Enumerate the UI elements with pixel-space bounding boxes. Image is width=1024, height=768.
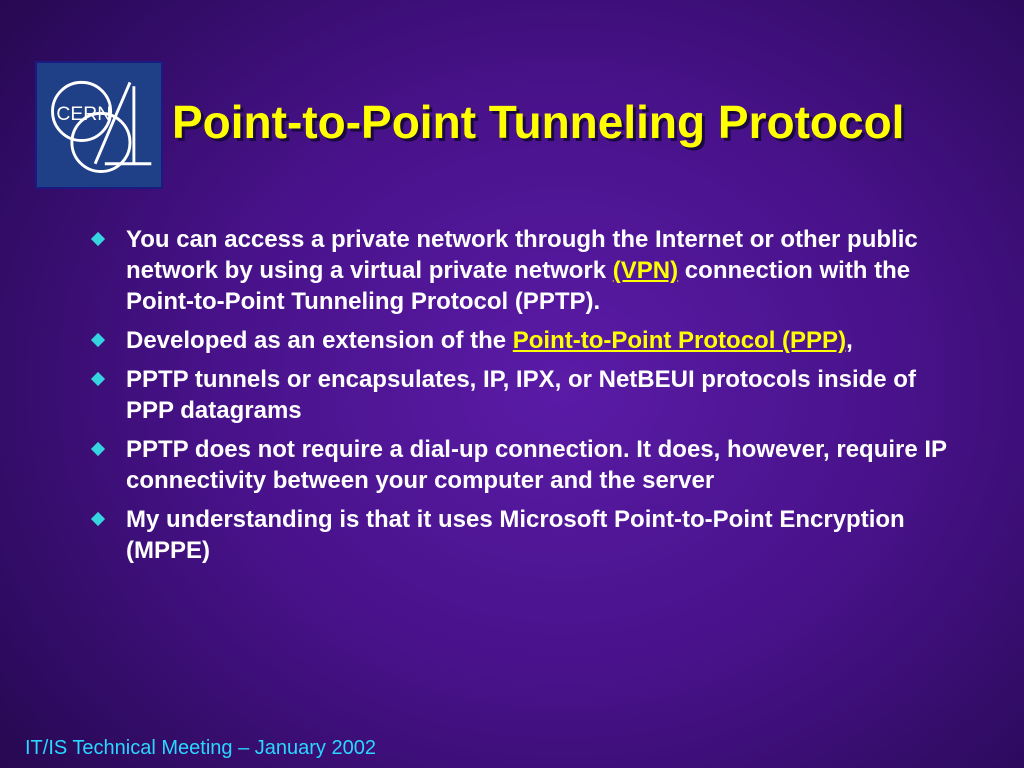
bullet-item <box>84 364 954 426</box>
cern-logo <box>35 61 163 189</box>
bullet-item <box>84 504 954 566</box>
bullet-text: My understanding is that it uses Microsoft Point-to-Point Encryption (MPPE) <box>126 506 905 564</box>
slide-footer: IT/IS Technical Meeting – January 2002 <box>25 737 376 759</box>
bullet-text: Developed as an extension of the <box>126 327 513 354</box>
bullet-item <box>84 434 954 496</box>
bullet-text: PPTP tunnels or encapsulates, IP, IPX, or NetBEUI protocols inside of PPP datagrams <box>126 366 916 424</box>
diamond-bullet-icon <box>91 333 105 347</box>
diamond-bullet-icon <box>91 232 105 246</box>
bullet-text: PPTP does not require a dial-up connection. It does, however, require IP connectivity between your computer and the server <box>126 436 947 494</box>
bullet-list <box>84 224 954 574</box>
bullet-text: You can access a private network through the Internet or other public network by using a virtual private network <box>126 226 918 284</box>
diamond-bullet-icon <box>91 372 105 386</box>
cern-logo-icon <box>37 63 161 187</box>
vpn-link[interactable]: (VPN) <box>612 257 679 284</box>
diamond-bullet-icon <box>91 512 105 526</box>
bullet-text: connection with the Point-to-Point Tunneling Protocol (PPTP). <box>126 257 911 315</box>
cern-logo-text: CERN <box>56 103 112 126</box>
ppp-link[interactable]: Point-to-Point Protocol (PPP) <box>512 327 847 354</box>
bullet-item <box>84 325 954 356</box>
slide-title: Point-to-Point Tunneling Protocol <box>172 96 905 148</box>
bullet-text: , <box>846 327 853 354</box>
bullet-item <box>84 224 954 317</box>
diamond-bullet-icon <box>91 442 105 456</box>
